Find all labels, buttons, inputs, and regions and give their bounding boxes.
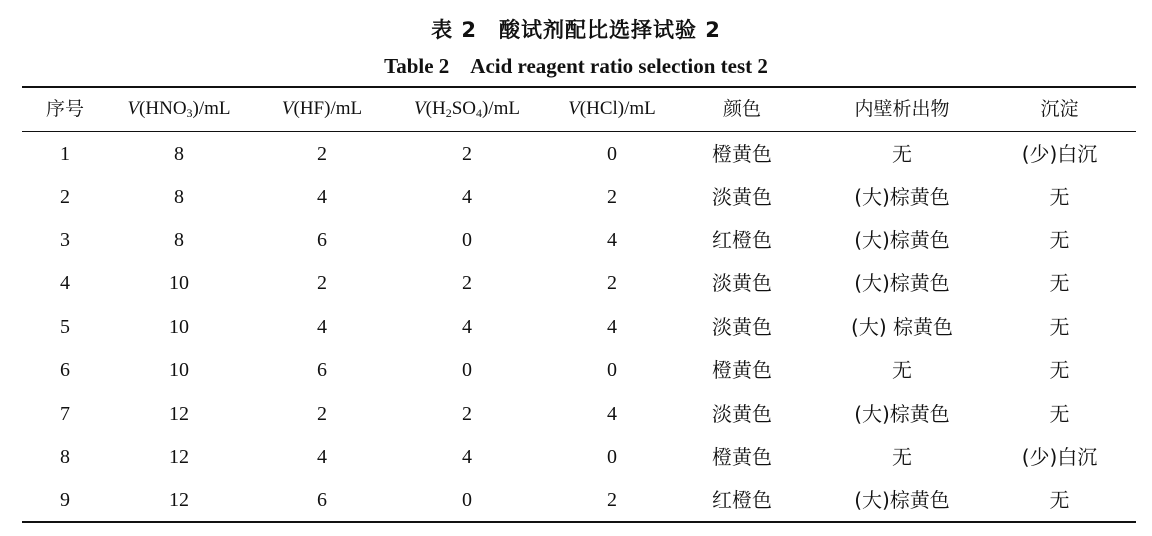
cell-hcl: 4 <box>607 316 617 338</box>
cell-hno3: 8 <box>174 143 184 165</box>
cell-color: 淡黄色 <box>712 315 772 339</box>
cell-index: 3 <box>60 229 70 251</box>
header-color: 颜色 <box>722 98 761 120</box>
cell-index: 1 <box>60 143 70 165</box>
cell-wall-deposit: (大)棕黄色 <box>854 185 950 209</box>
cell-wall-deposit: (大)棕黄色 <box>854 488 950 512</box>
header-hcl: V(HCl)/mL <box>568 98 656 119</box>
cell-h2so4: 0 <box>462 489 472 511</box>
cell-hno3: 12 <box>169 446 189 468</box>
cell-index: 7 <box>60 403 70 425</box>
cell-wall-deposit: (大)棕黄色 <box>854 228 950 252</box>
cell-h2so4: 4 <box>462 316 472 338</box>
cell-index: 5 <box>60 316 70 338</box>
cell-index: 8 <box>60 446 70 468</box>
cell-color: 橙黄色 <box>712 142 772 166</box>
cell-wall-deposit: (大)棕黄色 <box>854 402 950 426</box>
cell-precipitate: 无 <box>1049 228 1070 252</box>
table-row <box>22 478 1136 522</box>
cell-hf: 4 <box>317 186 327 208</box>
cell-hf: 2 <box>317 403 327 425</box>
cell-hno3: 10 <box>169 272 189 294</box>
cell-hf: 6 <box>317 359 327 381</box>
cell-hno3: 10 <box>169 316 189 338</box>
cell-precipitate: 无 <box>1049 185 1070 209</box>
cell-hf: 2 <box>317 272 327 294</box>
cell-wall-deposit: (大) 棕黄色 <box>851 315 953 339</box>
cell-h2so4: 4 <box>462 186 472 208</box>
cell-index: 9 <box>60 489 70 511</box>
cell-color: 淡黄色 <box>712 271 772 295</box>
cell-hno3: 12 <box>169 403 189 425</box>
cell-hcl: 2 <box>607 186 617 208</box>
cell-color: 红橙色 <box>712 488 772 512</box>
header-index: 序号 <box>45 98 84 120</box>
cell-hcl: 4 <box>607 229 617 251</box>
header-precipitate: 沉淀 <box>1040 98 1079 120</box>
cell-hcl: 2 <box>607 489 617 511</box>
table-caption-english: Table 2 Acid reagent ratio selection test 2 <box>384 54 768 78</box>
cell-hf: 2 <box>317 143 327 165</box>
cell-precipitate: 无 <box>1049 402 1070 426</box>
table-row <box>22 132 1136 176</box>
cell-hf: 4 <box>317 446 327 468</box>
cell-hf: 4 <box>317 316 327 338</box>
header-hf: V(HF)/mL <box>281 98 363 119</box>
cell-hcl: 0 <box>607 143 617 165</box>
cell-color: 淡黄色 <box>712 402 772 426</box>
table-row <box>22 218 1136 262</box>
cell-h2so4: 4 <box>462 446 472 468</box>
cell-hcl: 2 <box>607 272 617 294</box>
cell-color: 橙黄色 <box>712 358 772 382</box>
cell-h2so4: 2 <box>462 143 472 165</box>
cell-hf: 6 <box>317 229 327 251</box>
cell-wall-deposit: 无 <box>892 358 912 382</box>
cell-wall-deposit: (大)棕黄色 <box>854 271 950 295</box>
cell-hno3: 8 <box>174 186 184 208</box>
table-caption-chinese: 表 2 酸试剂配比选择试验 2 <box>431 18 721 42</box>
table-row <box>22 305 1136 349</box>
cell-color: 红橙色 <box>712 228 772 252</box>
cell-precipitate: 无 <box>1049 271 1070 295</box>
cell-wall-deposit: 无 <box>892 445 912 469</box>
header-hno3: $V(HNO_3)/mL$ <box>127 98 231 120</box>
cell-hf: 6 <box>317 489 327 511</box>
cell-precipitate: 无 <box>1049 358 1070 382</box>
header-wall-deposit: 内壁析出物 <box>854 98 950 120</box>
cell-color: 淡黄色 <box>712 185 772 209</box>
cell-h2so4: 2 <box>462 272 472 294</box>
cell-precipitate: (少)白沉 <box>1021 142 1098 166</box>
cell-index: 4 <box>60 272 70 294</box>
cell-index: 2 <box>60 186 70 208</box>
table-row <box>22 175 1136 219</box>
cell-hno3: 8 <box>174 229 184 251</box>
cell-wall-deposit: 无 <box>892 142 912 166</box>
table-row <box>22 261 1136 305</box>
cell-index: 6 <box>60 359 70 381</box>
cell-precipitate: (少)白沉 <box>1021 445 1098 469</box>
cell-hno3: 10 <box>169 359 189 381</box>
cell-h2so4: 2 <box>462 403 472 425</box>
cell-hcl: 0 <box>607 446 617 468</box>
cell-hcl: 4 <box>607 403 617 425</box>
cell-hno3: 12 <box>169 489 189 511</box>
table-row <box>22 392 1136 436</box>
table-header-row <box>22 87 1136 131</box>
cell-h2so4: 0 <box>462 229 472 251</box>
header-h2so4: $V(H_2SO_4)/mL$ <box>414 98 520 120</box>
cell-color: 橙黄色 <box>712 445 772 469</box>
cell-precipitate: 无 <box>1049 488 1070 512</box>
cell-hcl: 0 <box>607 359 617 381</box>
table-row <box>22 435 1136 479</box>
table-row <box>22 348 1136 392</box>
cell-precipitate: 无 <box>1049 315 1070 339</box>
cell-h2so4: 0 <box>462 359 472 381</box>
